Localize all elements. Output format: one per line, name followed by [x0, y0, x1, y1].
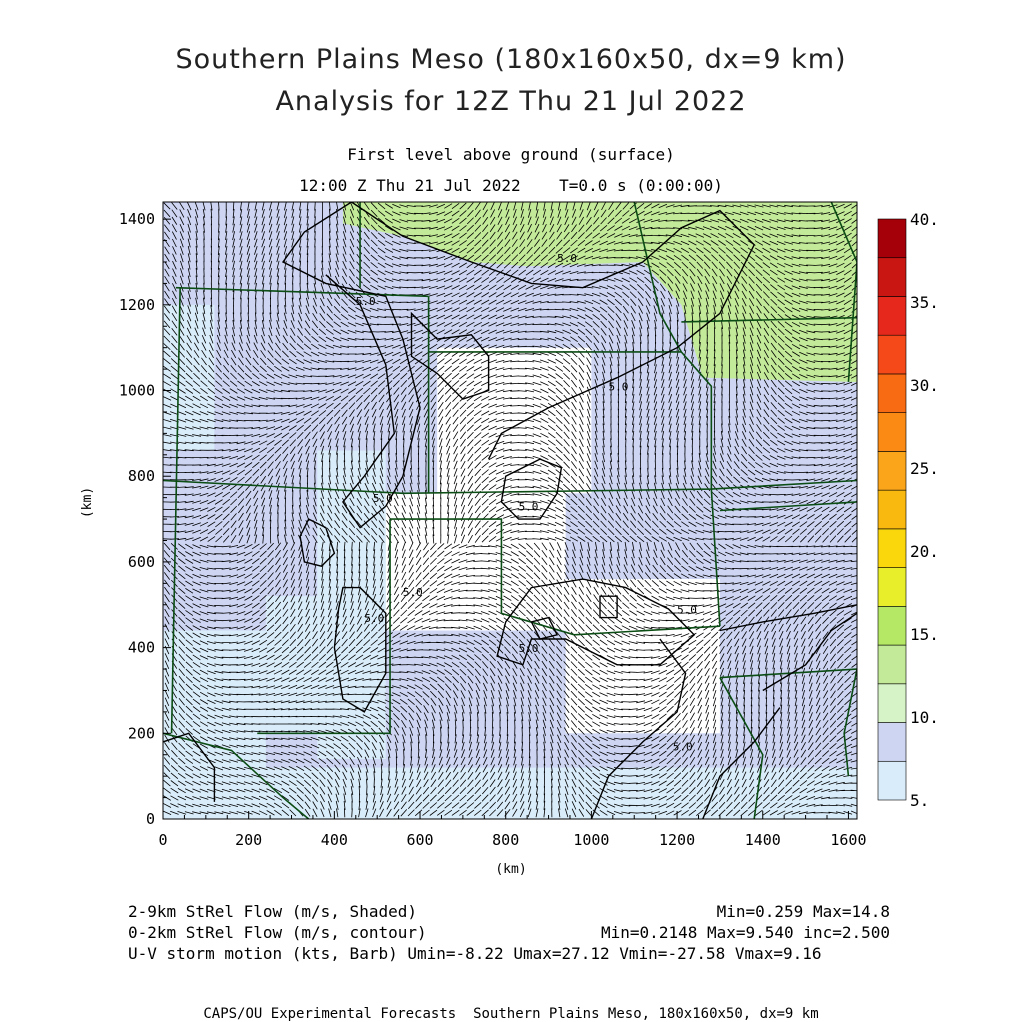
contour-label: 5.0 [402, 586, 423, 600]
y-tick-label: 400 [127, 638, 155, 657]
colorbar-swatch [878, 645, 906, 684]
x-tick-label: 800 [492, 831, 520, 849]
y-tick-label: 1400 [118, 210, 155, 229]
colorbar-swatch [878, 451, 906, 490]
colorbar-label: 40. [910, 210, 939, 229]
y-tick-label: 200 [127, 724, 155, 743]
colorbar-swatch [878, 490, 906, 529]
x-tick-label: 1400 [744, 831, 781, 849]
x-tick-label: 1000 [573, 831, 610, 849]
colorbar [878, 210, 939, 810]
shade-ok-low [566, 579, 720, 733]
contour-label: 5.0 [355, 294, 376, 308]
colorbar-swatch [878, 761, 906, 800]
y-tick-label: 600 [127, 552, 155, 571]
contour-label: 5.0 [557, 251, 577, 265]
x-tick-label: 1200 [659, 831, 696, 849]
y-tick-label: 800 [127, 467, 155, 486]
y-tick-label: 0 [145, 810, 155, 828]
chart-subtitle-level: First level above ground (surface) [347, 145, 675, 164]
colorbar-swatch [878, 413, 906, 452]
colorbar-label: 10. [910, 708, 939, 727]
contour-label: 5.0 [372, 491, 393, 505]
colorbar-swatch [878, 606, 906, 645]
legend-barb: U-V storm motion (kts, Barb) Umin=-8.22 Umax=27.12 Vmin=-27.58 Vmax=9.16 [128, 944, 822, 963]
colorbar-swatch [878, 568, 906, 607]
contour-label: 5.0 [364, 611, 385, 625]
footer-credit: CAPS/OU Experimental Forecasts Southern Plains Meso, 180x160x50, dx=9 km [203, 1006, 819, 1022]
colorbar-swatch [878, 529, 906, 568]
x-axis-label: (km) [495, 862, 527, 877]
legend-contour-stats: Min=0.2148 Max=9.540 inc=2.500 [601, 923, 890, 942]
colorbar-swatch [878, 684, 906, 723]
x-tick-label: 400 [320, 831, 348, 849]
y-axis-label: (km) [80, 486, 96, 519]
contour-label: 5.0 [518, 641, 539, 655]
contour-label: 5.0 [677, 603, 697, 617]
contour-label: 5.0 [518, 500, 539, 514]
legend-shaded-stats: Min=0.259 Max=14.8 [716, 902, 890, 921]
contour-label: 5.0 [608, 380, 629, 394]
legend-contour: 0-2km StRel Flow (m/s, contour) [128, 923, 427, 942]
x-tick-label: 200 [235, 831, 263, 849]
colorbar-swatch [878, 723, 906, 762]
chart-subtitle-valid-time: 12:00 Z Thu 21 Jul 2022 T=0.0 s (0:00:00) [299, 176, 723, 195]
colorbar-label: 35. [910, 293, 939, 312]
x-tick-label: 1600 [830, 831, 867, 849]
contour-label: 5.0 [672, 740, 693, 754]
x-tick-label: 0 [158, 831, 168, 849]
colorbar-label: 15. [910, 625, 939, 644]
colorbar-swatch [878, 335, 906, 374]
chart-title: Southern Plains Meso (180x160x50, dx=9 km) [175, 44, 847, 75]
colorbar-label: 20. [910, 542, 939, 561]
x-tick-label: 600 [406, 831, 434, 849]
colorbar-swatch [878, 219, 906, 258]
colorbar-swatch [878, 296, 906, 335]
colorbar-swatch [878, 258, 906, 297]
shade-tx-low [386, 493, 566, 630]
colorbar-label: 25. [910, 459, 939, 478]
colorbar-label: 30. [910, 376, 939, 395]
chart-title-analysis-time: Analysis for 12Z Thu 21 Jul 2022 [275, 86, 747, 117]
colorbar-swatch [878, 374, 906, 413]
y-tick-label: 1200 [118, 295, 155, 314]
legend-shaded: 2-9km StRel Flow (m/s, Shaded) [128, 902, 417, 921]
y-tick-label: 1000 [118, 381, 155, 400]
colorbar-label: 5. [910, 791, 930, 810]
